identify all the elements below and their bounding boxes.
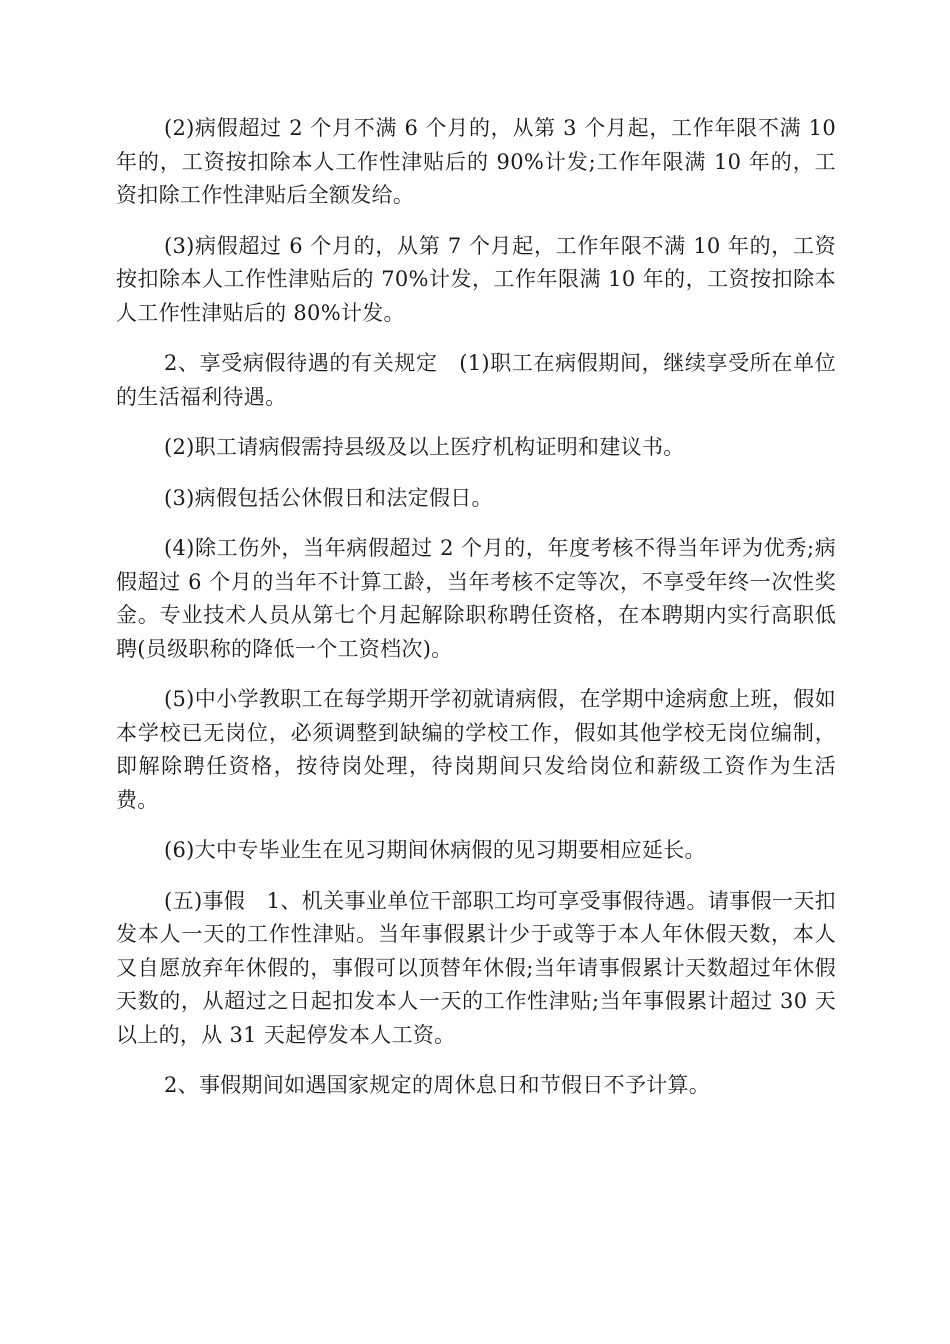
paragraph-teacher-sick-leave: (5)中小学教职工在每学期开学初就请病假，在学期中途病愈上班，假如本学校已无岗位，必须调整到缺编的学校工作，假如其他学校无岗位编制，即解除聘任资格，按待岗处理，待岗期间只发给岗位和薪级工资作为生活费。 [116, 687, 836, 812]
paragraph-personal-leave-holidays: 2、事假期间如遇国家规定的周休息日和节假日不予计算。 [164, 1073, 711, 1097]
paragraph-sick-leave-2-6-months: (2)病假超过 2 个月不满 6 个月的，从第 3 个月起，工作年限不满 10 年的，工资按扣除本人工作性津贴后的 90%计发;工作年限满 10 年的，工资扣除工作性津贴后全额发给。 [116, 116, 836, 207]
paragraph-sick-leave-rules-welfare: 2、享受病假待遇的有关规定 (1)职工在病假期间，继续享受所在单位的生活福利待遇。 [116, 351, 836, 409]
paragraph-sick-leave-assessment: (4)除工伤外，当年病假超过 2 个月的，年度考核不得当年评为优秀;病假超过 6 个月的当年不计算工龄，当年考核不定等次，不享受年终一次性奖金。专业技术人员从第七个月起解除职称聘任资格，在本聘期内实行高职低聘(员级职称的降低一个工资档次)。 [116, 536, 836, 661]
paragraph-sick-leave-over-6-months: (3)病假超过 6 个月的，从第 7 个月起，工作年限不满 10 年的，工资按扣除本人工作性津贴后的 70%计发，工作年限满 10 年的，工资按扣除本人工作性津贴后的 80%计发。 [116, 233, 836, 325]
document-page [116, 112, 836, 1120]
paragraph-sick-leave-certificate: (2)职工请病假需持县级及以上医疗机构证明和建议书。 [164, 435, 685, 459]
paragraph-graduate-probation: (6)大中专毕业生在见习期间休病假的见习期要相应延长。 [164, 838, 706, 862]
paragraph-personal-leave: (五)事假 1、机关事业单位干部职工均可享受事假待遇。请事假一天扣发本人一天的工作性津贴。当年事假累计少于或等于本人年休假天数，本人又自愿放弃年休假的，事假可以顶替年休假;当年请事假累计天数超过年休假天数的，从超过之日起扣发本人一天的工作性津贴;当年事假累计超过 30 天以上的，从 31 天起停发本人工资。 [116, 888, 836, 1047]
paragraph-sick-leave-holidays: (3)病假包括公休假日和法定假日。 [164, 485, 493, 510]
